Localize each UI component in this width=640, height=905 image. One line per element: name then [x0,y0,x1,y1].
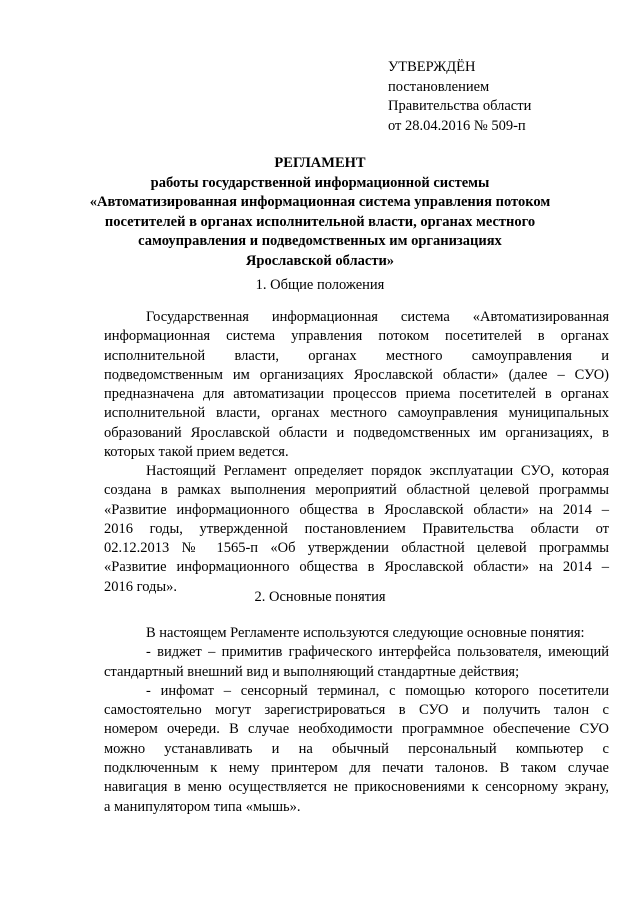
text-line: создана в рамках выполнения мероприятий областной целевой программы [104,482,609,499]
document-heading [0,154,640,271]
heading-line: работы государственной информационной системы [150,174,490,191]
approval-line: Правительства области [388,98,532,114]
text-line: Настоящий Регламент определяет порядок эксплуатации СУО, которая [146,463,609,479]
section-1-paragraph-2 [104,462,609,597]
text-line: стандартный внешний вид и выполняющий стандартные действия; [104,663,520,680]
text-line: подведомственным им организациях Ярославской области» (далее – СУО) [104,366,609,383]
text-line: подключенным к нему принтером для печати талонов. В таком случае [104,760,609,777]
heading-line: Ярославской области» [245,252,395,269]
text-line: можно устанавливать и на обычный персональный компьютер с [104,740,609,757]
section-1-title: 1. Общие положения [255,277,385,293]
approval-line: УТВЕРЖДЁН [388,59,476,75]
text-line: 2016 годы». [104,578,178,595]
text-line: образований Ярославской области и подведомственных им организациях, в [104,424,609,441]
section-2-title: 2. Основные понятия [254,589,386,605]
text-line: В настоящем Регламенте используются следующие основные понятия: [146,625,585,641]
text-line: номером очереди. В случае необходимости программное обеспечение СУО [104,721,609,738]
text-line: исполнительной власти, органах местного самоуправления муниципальных [104,405,609,422]
text-line: а манипулятором типа «мышь». [104,798,301,815]
section-1-paragraph-1 [104,308,609,462]
approval-line: постановлением [388,78,490,95]
text-line: Государственная информационная система «Автоматизированная [146,309,609,325]
text-line: навигация в меню осуществляется не прикосновениями к сенсорному экрану, [104,779,609,796]
text-line: предназначена для автоматизации процессов приема посетителей в органах [104,386,609,403]
text-line: «Развитие информационного общества в Ярославской области» на 2014 – [104,501,609,518]
text-line: информационная система управления потоком посетителей в органах [104,328,609,345]
approval-stamp [388,58,531,136]
document-title: РЕГЛАМЕНТ [274,155,366,171]
section-2-body [104,624,609,817]
text-line: - виджет – примитив графического интерфейса пользователя, имеющий [146,644,609,661]
text-line: 2016 годы, утвержденной постановлением Правительства области от [104,520,609,537]
heading-line: самоуправления и подведомственных им организациях [138,233,502,249]
text-line: самостоятельно могут зарегистрироваться в СУО и получить талон с [104,702,609,719]
text-line: - инфомат – сенсорный терминал, с помощью которого посетители [146,682,609,699]
text-line: исполнительной власти, органах местного самоуправления и [104,347,609,364]
approval-line: от 28.04.2016 № 509-п [388,117,526,134]
text-line: которых такой прием ведется. [104,444,289,461]
text-line: 02.12.2013 № 1565-п «Об утверждении областной целевой программы [104,540,609,557]
heading-line: посетителей в органах исполнительной власти, органах местного [104,213,536,230]
text-line: «Развитие информационного общества в Ярославской области» на 2014 – [104,559,609,576]
heading-line: «Автоматизированная информационная система управления потоком [89,194,551,210]
